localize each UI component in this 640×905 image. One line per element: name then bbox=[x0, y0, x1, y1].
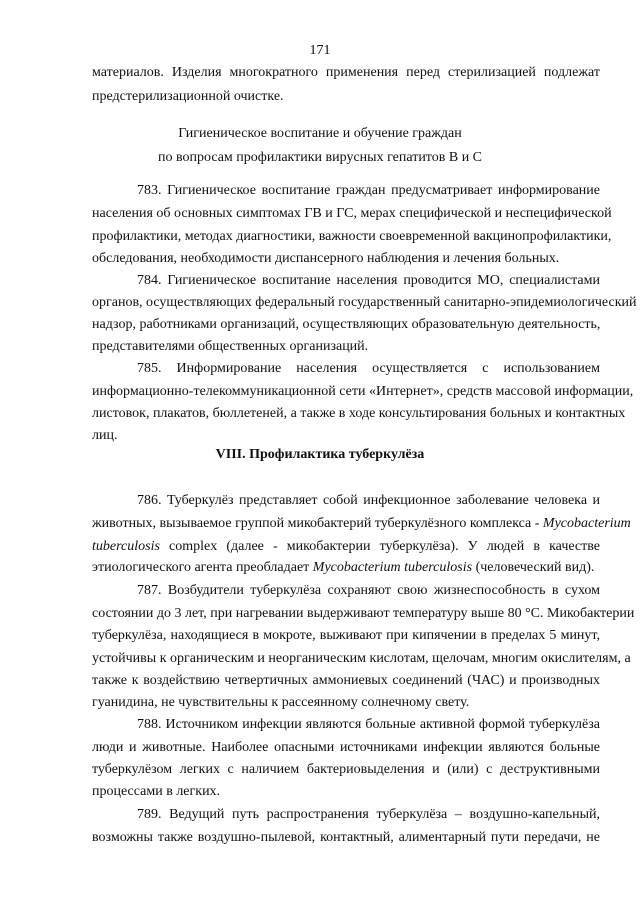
paragraph-789-line: 789. Ведущий путь распространения туберкулёза – воздушно-капельный, bbox=[137, 807, 600, 822]
text-line: предстерилизационной очистке. bbox=[92, 89, 284, 104]
paragraph-787-line: состоянии до 3 лет, при нагревании выдерживают температуру выше 80 °С. Микобактерии bbox=[92, 606, 635, 621]
paragraph-787-line: туберкулёза, находящиеся в мокроте, выживают при кипячении в пределах 5 минут, bbox=[92, 628, 600, 643]
paragraph-783-line: профилактики, методах диагностики, важности своевременной вакцинопрофилактики, bbox=[92, 229, 612, 244]
paragraph-783-line: обследования, необходимости диспансерного наблюдения и лечения больных. bbox=[92, 251, 560, 266]
paragraph-787-line: 787. Возбудители туберкулёза сохраняют свою жизнеспособность в сухом bbox=[137, 583, 600, 598]
paragraph-784-line: 784. Гигиеническое воспитание населения проводится МО, специалистами bbox=[137, 273, 600, 288]
paragraph-784-line: органов, осуществляющих федеральный государственный санитарно-эпидемиологический bbox=[92, 295, 637, 310]
paragraph-788-line: люди и животные. Наиболее опасными источниками инфекции являются больные bbox=[92, 740, 600, 755]
chapter-heading: VIII. Профилактика туберкулёза bbox=[215, 447, 425, 462]
paragraph-786-line: этиологического агента преобладает Mycobacterium tuberculosis (человеческий вид). bbox=[92, 560, 595, 575]
paragraph-786-line: tuberculosis complex (далее - микобактерии туберкулёза). У людей в качестве bbox=[92, 539, 600, 554]
page-number: 171 bbox=[309, 43, 331, 58]
paragraph-786-line: 786. Туберкулёз представляет собой инфекционное заболевание человека и bbox=[137, 493, 600, 508]
paragraph-785-line: информационно-телекоммуникационной сети «Интернет», средств массовой информации, bbox=[92, 384, 634, 399]
paragraph-783-line: населения об основных симптомах ГВ и ГС, мерах специфической и неспецифической bbox=[92, 206, 612, 221]
paragraph-787-line: также к воздействию четвертичных аммониевых соединений (ЧАС) и производных bbox=[92, 673, 600, 688]
paragraph-785-line: 785. Информирование населения осуществляется с использованием bbox=[137, 361, 600, 376]
paragraph-785-line: лиц. bbox=[92, 428, 118, 443]
paragraph-789-line: возможны также воздушно-пылевой, контактный, алиментарный пути передачи, не bbox=[92, 830, 600, 845]
paragraph-786-line: животных, вызываемое группой микобактерий туберкулёзного комплекса - Mycobacterium bbox=[92, 516, 631, 531]
paragraph-788-line: туберкулёзом легких с наличием бактериовыделения и (или) с деструктивными bbox=[92, 762, 600, 777]
paragraph-787-line: устойчивы к органическим и неорганическим кислотам, щелочам, многим окислителям, а bbox=[92, 651, 631, 666]
paragraph-784-line: представителями общественных организаций. bbox=[92, 339, 369, 354]
paragraph-787-line: гуанидина, не чувствительны к рассеянному солнечному свету. bbox=[92, 695, 470, 710]
paragraph-788-line: 788. Источником инфекции являются больные активной формой туберкулёза bbox=[137, 717, 600, 732]
section-heading: Гигиеническое воспитание и обучение граждан bbox=[178, 126, 462, 141]
text-line: материалов. Изделия многократного применения перед стерилизацией подлежат bbox=[92, 65, 600, 80]
paragraph-788-line: процессами в легких. bbox=[92, 784, 221, 799]
paragraph-785-line: листовок, плакатов, бюллетеней, а также в ходе консультирования больных и контактных bbox=[92, 406, 626, 421]
section-heading: по вопросам профилактики вирусных гепатитов В и С bbox=[157, 150, 483, 165]
paragraph-783-line: 783. Гигиеническое воспитание граждан предусматривает информирование bbox=[137, 183, 600, 198]
paragraph-784-line: надзор, работниками организаций, осуществляющих образовательную деятельность, bbox=[92, 317, 601, 332]
